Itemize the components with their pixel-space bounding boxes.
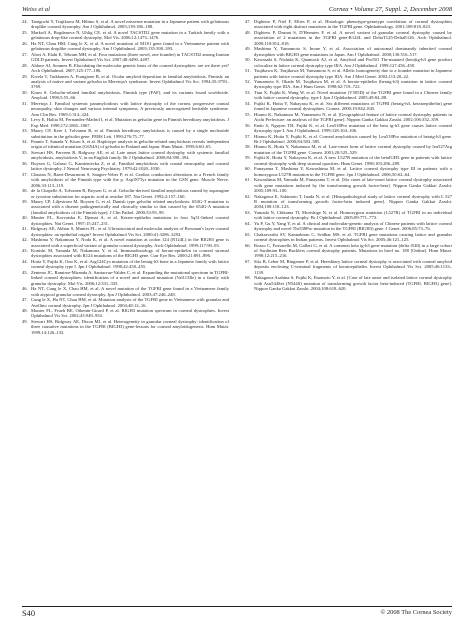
footer-rule [22,606,452,607]
reference-item [245,177,452,193]
reference-text: Ridgway AE, Akhtar S, Munier FL, et al. Ultrastructural and molecular analysis of Bowman's layer corneal dystrophies: an epithelial origin? Invest Ophthalmol Vis Sci. 2000;41:3286–3292. [31,226,229,237]
reference-text: Dighiero P, Niel F, Ellies P, et al. Histologic phenotype-genotype correlation of corneal dystrophies associated with eight distinct mutations in the TGFBI gene. Ophthalmology. 2001;108:818–823. [254,19,452,30]
reference-number: 54. [245,100,251,106]
reference-number: 35. [22,149,28,155]
reference-number: 24. [22,19,28,24]
reference-number: 49. [245,46,251,52]
reference-item [245,46,452,57]
reference-text: Stewart HS, Parveen R, Ridgway AE, et al. Late onset lattice corneal dystrophy with systemic familial amyloidosis, amyloidosis V, in an English family. Br J Ophthalmol. 2000;84:390–394. [31,149,229,161]
reference-text: Hirano K, Nakamura M, Yamamoto N, et al. [Geographical feature of lattice corneal dystrophy patients in Aichi Prefecture: an analysis of the TGFBI gene]. Nippon Ganka Gakkai Zasshi. 2002;106:352–359. [254,111,452,123]
page-footer [22,609,452,623]
reference-text: Mashima Y, Nakamura Y, Noda K, et al. A novel mutation at codon 124 (R124L) in the BIGH3 gene is associated with a superficial variant of granular corneal dystrophy. Arch Ophthalmol. 1999;117:90–93. [31,237,229,248]
reference-item [22,259,229,270]
reference-number: 26. [22,40,28,46]
reference-item [22,30,229,41]
reference-number: 68. [245,275,251,281]
reference-text: Aldave AJ, Sonmez B. Elucidating the molecular genetic basis of the corneal dystrophies: are we there yet? Arch Ophthalmol. 2007;125:177–186. [31,62,229,74]
reference-number: 60. [245,166,251,172]
reference-number: 29. [22,73,28,79]
reference-text: Endo S, Nguyen TH, Fujiki K, et al. Leu518Pro mutation of the beta ig-h3 gene causes lattice corneal dystrophy type I. Am J Ophthalmol. 1999;128:104–106. [254,122,452,134]
reference-number: 27. [22,51,28,57]
reference-item [245,123,452,134]
reference-item [22,41,229,52]
reference-text: Yamada N, Chikama TI, Morishige N, et al. Homozygous mutation (L527R) of TGFBI in an individual with lattice corneal dystrophy. Br J Ophthalmol. 2005;89:771–773. [254,209,452,221]
reference-item [22,308,229,319]
reference-text: Chastan N, Baert-Desurmont S, Saugier-Veber P, et al. Cardiac conduction alterations in a French family with amyloidosis of the Finnish type with the p. Asp187Tyr mutation in the GSN gene. Muscle Nerve. 2006;33:113–119. [31,171,229,188]
reference-text: Fujiki K, Hotta Y, Nakayasu K, et al. Six different mutations of TGFBI (betaig-h3, keratoepithelin) gene found in Japanese corneal dystrophies. Cornea. 2000;19:842–845. [254,100,452,112]
reference-text: Chakravarthi SV, Kannabiran C, Sridhar MS, et al. TGFBI gene mutations causing lattice and granular corneal dystrophies in Indian patients. Invest Ophthalmol Vis Sci. 2005;46:121–125. [254,231,452,243]
reference-item [22,199,229,215]
reference-text: Levy E, Haltia M, Fernandez-Madrid I, et al. Mutation in gelsolin gene in Finnish hereditary amyloidosis. J Exp Med. 1990;172:1865–1867. [31,117,229,128]
reference-text: Maury CP, Liljestrom M, Boysen G, et al. Danish type gelsolin related amyloidosis: 654G-T mutation is associated with a disease pathogenetically and clinically similar to that caused by the 654G-A mutation (familial amyloidosis of the Finnish type). J Clin Pathol. 2000;53:95–99. [31,198,229,215]
reference-number: 34. [22,138,28,144]
reference-item [22,188,229,199]
reference-number: 28. [22,62,28,68]
reference-number: 58. [245,144,251,150]
reference-item [22,52,229,63]
reference-number: 65. [245,231,251,237]
reference-number: 51. [245,68,251,74]
reference-number: 61. [245,177,251,183]
reference-number: 43. [22,248,28,254]
reference-text: Meretoja J. Familial systemic paramyloidosis with lattice dystrophy of the cornea, progressive cranial neuropathy, skin changes and various internal symptoms. A previously unrecognized heritable syndrome. Ann Clin Res. 1969;1:314–324. [31,100,229,117]
reference-item [22,139,229,150]
reference-text: Kawasaki S, Nishida K, Quantock AJ, et al. Amyloid and Pro501 Thr-mutated (beta)ig-h3 gene product colocalize in lattice corneal dystrophy type IIIA. Am J Ophthalmol. 1999;127:456–458. [254,57,452,68]
reference-number: 52. [245,78,251,84]
reference-number: 47. [22,297,28,303]
reference-item [245,166,452,177]
reference-item [22,248,229,259]
reference-number: 49. [22,318,28,324]
reference-number: 33. [22,128,28,134]
reference-number: 38. [22,188,28,194]
reference-number: 42. [22,237,28,243]
copyright: © 2008 The Cornea Society [380,609,452,616]
reference-item [245,221,452,232]
reference-number: 48. [245,29,251,35]
reference-text: de la Chapelle A, Tolvanen R, Boysen G, et al. Gelsolin-derived familial amyloidosis caused by asparagine or tyrosine substitution for aspartic acid at residue 187. Nat Genet. 1992;2:157–160. [31,188,229,199]
reference-number: 45. [22,269,28,275]
reference-text: Nakagawa E, Sakimoto T, Inada N, et al. [Histopathological study of lattice corneal dystrophy with L 527 R mutation of transforming growth factor-beta induced gene]. Nippon Ganka Gakkai Zasshi. 2004;108:118–123. [254,193,452,210]
reference-text: Funayama T, Mashima Y, Kawashima M, et al. Lattice corneal dystrophy type III in patients with a homozygous L527R mutation in the TGFBI gene. Jpn J Ophthalmol. 2006;50:62–64. [254,166,452,177]
reference-text: Yamamoto S, Okada M, Tsujikawa M, et al. A kerato-epithelin (betaig-h3) mutation in lattice corneal dystrophy type IIIA. Am J Hum Genet. 1998;62:719–722. [254,78,452,90]
reference-text: Munier FL, Frueh BE, Othenin-Girard P, et al. BIGH3 mutation spectrum in corneal dystrophies. Invest Ophthalmol Vis Sci. 2002;43:949–954. [31,308,229,319]
reference-text: Alavi A, Elahi E, Tehrani MH, et al. Four mutations (three novel, one founder) in TACSTD2 among Iranian GDLD patients. Invest Ophthalmol Vis Sci. 2007;48:4490–4497. [31,51,229,63]
reference-text: Stix B, Leber M, Bingemer P, et al. Hereditary lattice corneal dystrophy is associated with corneal amyloid deposits enclosing C-terminal fragments of keratoepithelin. Invest Ophthalmol Vis Sci. 2005;46:1133–1139. [254,258,452,275]
reference-number: 62. [245,193,251,199]
reference-number: 57. [245,133,251,139]
reference-item [22,74,229,90]
running-header [22,6,452,18]
reference-text: Boysen G, Galassi G, Kamieniecka Z, et al. Familial amyloidosis with cranial neuropathy and corneal lattice dystrophy. J Neurol Neurosurg Psychiatry. 1979;42:1020–1030. [31,160,229,172]
reference-item [245,79,452,90]
reference-item [22,237,229,248]
reference-number: 44. [22,258,28,264]
reference-item [245,68,452,79]
reference-item [22,286,229,297]
reference-item [245,232,452,243]
reference-item [22,63,229,74]
reference-text: Hirano K, Hotta Y, Nakamura M, et al. Late-onset form of lattice corneal dystrophy caused by leu527Arg mutation of the TGFBI gene. Cornea. 2001;20:525–529. [254,144,452,155]
reference-number: 40. [22,215,28,221]
reference-text: Ha NT, Cung le X, Chau HM, et al. A novel mutation of the TGFBI gene found in a Vietnamese family with atypical granular corneal dystrophy. Jpn J Ophthalmol. 2003;47:246–248. [31,286,229,297]
reference-text: Stewart HS, Ridgway AE, Dixon MJ, et al. Heterogeneity in granular corneal dystrophy: identification of three causative mutations in the TGFBI (BIGH3) gene-lessons for corneal amyloidogenesis. Hum Mutat. 1999;14:126–132. [31,318,229,335]
reference-text: Rozzo C, Fossarello M, Galleri G, et al. A common beta ig-h3 gene mutation (delta f540) in a large cohort of Sardinian Reis Bucklers corneal dystrophy patients. Mutations in brief no. 180 [Online]. Hum Mutat. 1998;12:215–216. [254,242,452,259]
reference-item [245,243,452,259]
reference-text: Cung le X, Ha NT, Chau HM, et al. Mutation analysis of the TGFBI gene in Vietnamese with granular and Avellino corneal dystrophy. Jpn J Ophthalmol. 2004;48:12–16. [31,297,229,308]
reference-number: 59. [245,155,251,161]
reference-item [22,226,229,237]
reference-number: 64. [245,220,251,226]
reference-number: 46. [22,286,28,292]
reference-item [245,134,452,145]
reference-text: Kawashima M, Yamada M, Funayama T, et al. [Six cases of late-onset lattice corneal dystrophy associated with gene mutations induced by the transforming growth factor-beta]. Nippon Ganka Gakkai Zasshi. 2005;109:93–100. [254,177,452,194]
reference-number: 36. [22,160,28,166]
reference-item [22,117,229,128]
reference-number: 53. [245,89,251,95]
reference-item [245,194,452,210]
reference-number: 63. [245,209,251,215]
reference-number: 50. [245,57,251,63]
reference-text: Markoff A, Bogdanova N, Uhlig CE, et al. A novel TACSTD2 gene mutation in a Turkish family with a gelatinous drop-like corneal dystrophy. Mol Vis. 2006;12:1473–1476. [31,29,229,41]
reference-item [245,90,452,101]
reference-item [22,319,229,335]
header-journal: Cornea • Volume 27, Suppl. 2, December 2008 [328,6,452,13]
reference-number: 30. [22,89,28,95]
reference-number: 66. [245,242,251,248]
reference-item [22,161,229,172]
reference-item [245,275,452,291]
reference-text: Tsujikawa K, Tsujikawa M, Yamamoto S, et al. Allelic homogeneity due to a founder mutation in Japanese patients with lattice corneal dystrophy type IIIA. Am J Med Genet. 2002;113:20–22. [254,68,452,79]
reference-item [245,259,452,275]
references-column-left [22,19,229,335]
reference-text: Taniguchi Y, Tsujikawa M, Hibino S, et al. A novel missense mutation in a Japanese patient with gelatinous droplike corneal dystrophy. Am J Ophthalmol. 2005;139:186–188. [31,19,229,30]
reference-text: Hirano K, Hotta Y, Fujiki K, et al. Corneal amyloidosis caused by Leu518Pro mutation of betaig-h3 gene. Br J Ophthalmol. 2000;84:583–585. [254,133,452,144]
reference-text: Munier FL, Korvatska E, Djemai A, et al. Kerato-epithelin mutations in four 5q31-linked corneal dystrophies. Nat Genet. 1997;15:247–251. [31,215,229,226]
page-number: S40 [22,609,36,618]
reference-text: Yu P, Gu Y, Yang Y, et al. A clinical and molecular-genetic analysis of Chinese patients with lattice corneal dystrophy and novel Thr538Pro mutation in the TGFBI (BIGH3) gene. J Genet. 2006;85:73–76. [254,220,452,232]
reference-item [245,57,452,68]
references-column-right [245,19,452,292]
reference-text: Fujiki K, Hotta Y, Nakayasu K, et al. A new L527R mutation of the betaIGH3 gene in patients with lattice corneal dystrophy with deep stromal opacities. Hum Genet. 1998;103:286–289. [254,155,452,166]
reference-item [22,215,229,226]
reference-number: 31. [22,100,28,106]
reference-item [245,210,452,221]
reference-text: Hotta Y, Fujiki K, Ono K, et al. Arg124Cys mutation of the betaig-h3 bone in a Japanese family with lattice corneal dystrophy type I. Jpn J Ophthalmol. 1998;42:450–455. [31,258,229,270]
reference-item [22,90,229,101]
reference-number: 47. [245,19,251,24]
reference-item [245,112,452,123]
reference-item [245,30,452,46]
reference-item [22,128,229,139]
reference-item [245,101,452,112]
reference-number: 32. [22,117,28,123]
reference-item [22,297,229,308]
reference-item [22,19,229,30]
reference-item [245,144,452,155]
reference-number: 39. [22,198,28,204]
reference-text: Maury CP, Kere J, Tolvanen R, et al. Finnish hereditary amyloidosis is caused by a single nucleotide substitution in the gelsolin gene. FEBS Lett. 1990;276:75–77. [31,128,229,139]
reference-text: Tian X, Fujiki K, Wang W, et al. Novel mutation (V505D) of the TGFBI gene found in a Chinese family with lattice corneal dystrophy, type I. Jpn J Ophthalmol. 2005;49:84–88. [254,89,452,101]
reference-item [22,172,229,188]
reference-item [22,101,229,117]
reference-text: Ha NT, Chau HM, Cung le X, et al. A novel mutation of M1S1 gene found in a Vietnamese patient with gelatinous droplike corneal dystrophy. Am J Ophthalmol. 2003;135:390–393. [31,40,229,52]
reference-item [245,155,452,166]
reference-number: 48. [22,308,28,314]
reference-text: Zenteno JC, Ramirez-Miranda A, Santacruz-Valdes C, et al. Expanding the mutational spectrum in TGFBI-linked corneal dystrophies: identification of a novel and unusual mutation (Val113Ile) in a family with granular dystrophy. Mol Vis. 2006;12:331–335. [31,269,229,286]
header-authors: Weiss et al [22,6,50,13]
reference-text: Paunio T, Sunada Y, Kiuru S, et al. Haplotype analysis in gelsolin-related amyloidosis reveals independent origin of identical mutation (G654A) of gelsolin in Finland and Japan. Hum Mutat. 1995;6:60–65. [31,138,229,150]
reference-text: Kivela T, Tarkkanen A, Frangione B, et al. Ocular amyloid deposition in familial amyloidosis, Finnish: an analysis of native and variant gelsolin in Meretoja's syndrome. Invest Ophthalmol Vis Sci. 1994;35:3759–3769. [31,73,229,90]
reference-text: Kiuru S. Gelsolin-related familial amyloidosis, Finnish type (FAF), and its variants found worldwide. Amyloid. 1998;5:55–66. [31,89,229,101]
header-rule [22,15,452,16]
reference-text: Mashima Y, Yamamoto S, Inoue Y, et al. Association of autosomal dominantly inherited corneal dystrophies with BIGH3 gene mutations in Japan. Am J Ophthalmol. 2000;130:516–517. [254,46,452,57]
reference-text: Dighiero P, Drunat S, D'Hermies F, et al. A novel variant of granular corneal dystrophy caused by association of 2 mutations in the TGFBI gene-R124L and DeltaT125-DeltaE126. Arch Ophthalmol. 2000;118:814–818. [254,29,452,46]
reference-item [245,19,452,30]
reference-number: 56. [245,122,251,128]
reference-number: 41. [22,226,28,232]
reference-text: Nakagawa Asahina S, Fujiki K, Enomoto Y, et al. [Case of late onset and isolated lattice corneal dystrophy with Asn544Ser (N544S) mutation of transforming growth factor beta-induced (TGFBI, BIGH3) gene]. Nippon Ganka Gakkai Zasshi. 2004;108:618–620. [254,275,452,292]
reference-number: 67. [245,258,251,264]
reference-item [22,150,229,161]
reference-number: 37. [22,171,28,177]
reference-item [22,270,229,286]
reference-number: 55. [245,111,251,117]
reference-number: 25. [22,29,28,35]
reference-text: Konishi M, Yamada M, Nakamura Y, et al. Immunohistology of kerato-epithelin in corneal stromal dystrophies associated with R124 mutations of the BIGH3 gene. Curr Eye Res. 2000;21:891–896. [31,248,229,259]
